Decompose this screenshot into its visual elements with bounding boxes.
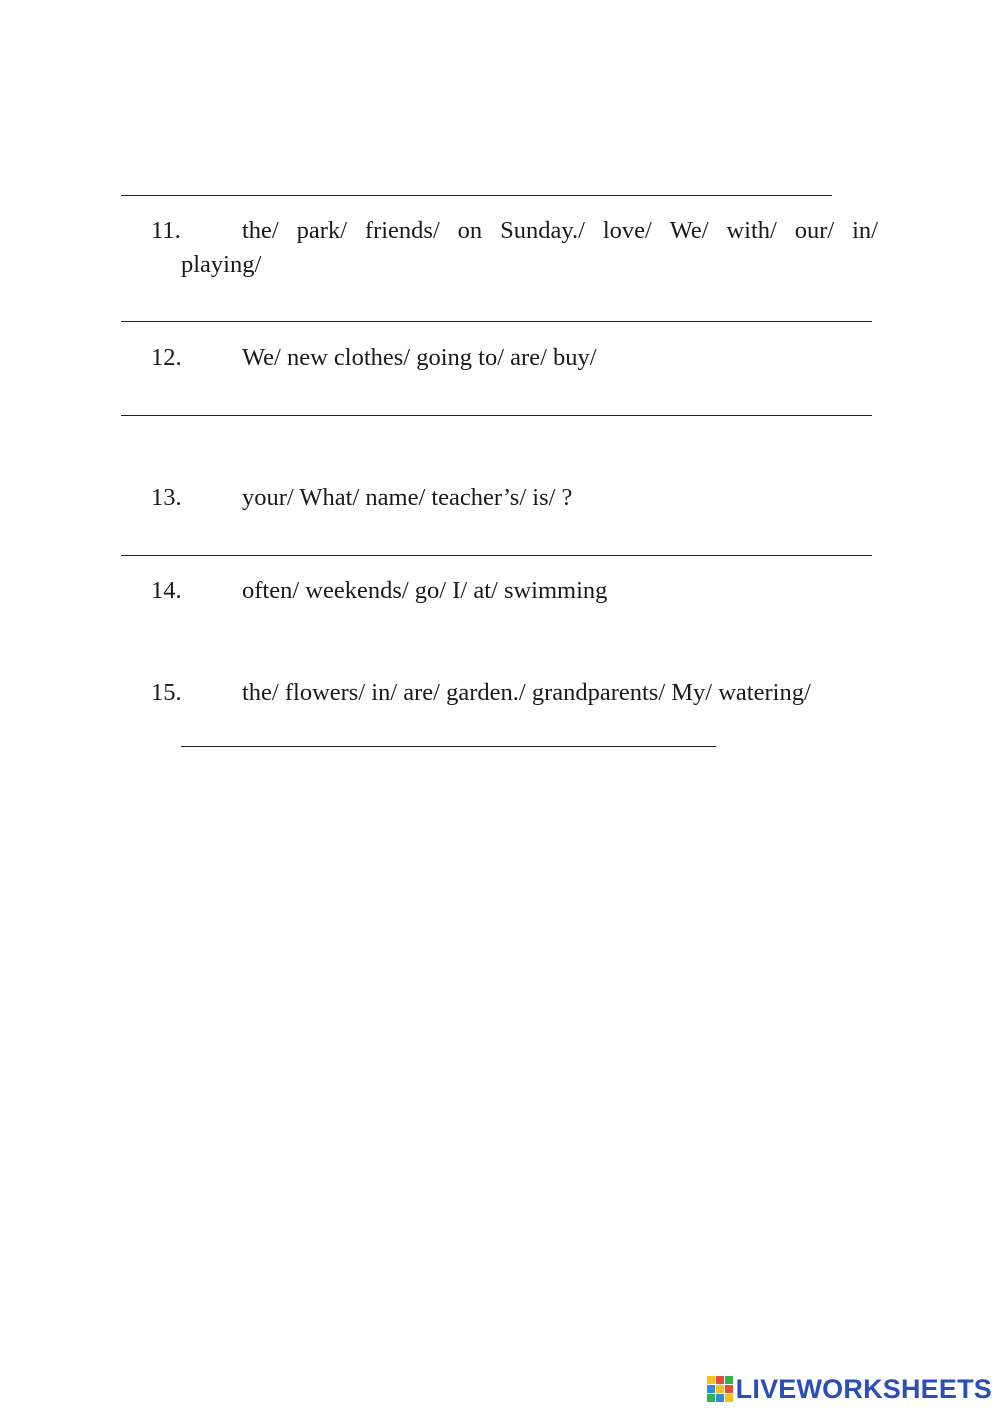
word: park/	[296, 217, 347, 244]
word: our/	[794, 217, 835, 244]
scrambled-words: your/ What/ name/ teacher’s/ is/ ?	[242, 484, 573, 511]
liveworksheets-logo-icon	[707, 1376, 733, 1402]
word: We/	[669, 217, 709, 244]
word: Sunday./	[500, 217, 585, 244]
scrambled-words-line-1	[242, 214, 878, 248]
liveworksheets-brand	[707, 1371, 992, 1407]
question-number: 14.	[151, 577, 182, 604]
answer-line-13	[121, 555, 872, 556]
scrambled-words: the/ flowers/ in/ are/ garden./ grandparents/ My/ watering/	[242, 679, 811, 706]
answer-line-11	[121, 321, 872, 322]
question-number: 11.	[151, 217, 181, 244]
answer-line-12	[121, 415, 872, 416]
word: love/	[602, 217, 652, 244]
answer-line-10	[121, 195, 832, 196]
question-number: 13.	[151, 484, 182, 511]
question-number: 12.	[151, 344, 182, 371]
word: with/	[726, 217, 777, 244]
word: on	[457, 217, 483, 244]
scrambled-words-line-2: playing/	[181, 251, 262, 278]
word: in/	[852, 217, 878, 244]
question-number: 15.	[151, 679, 182, 706]
scrambled-words: often/ weekends/ go/ I/ at/ swimming	[242, 577, 608, 604]
word: the/	[242, 217, 279, 244]
scrambled-words: We/ new clothes/ going to/ are/ buy/	[242, 344, 597, 371]
brand-text: LIVEWORKSHEETS	[735, 1373, 992, 1404]
word: friends/	[364, 217, 440, 244]
answer-line-15	[181, 746, 716, 747]
